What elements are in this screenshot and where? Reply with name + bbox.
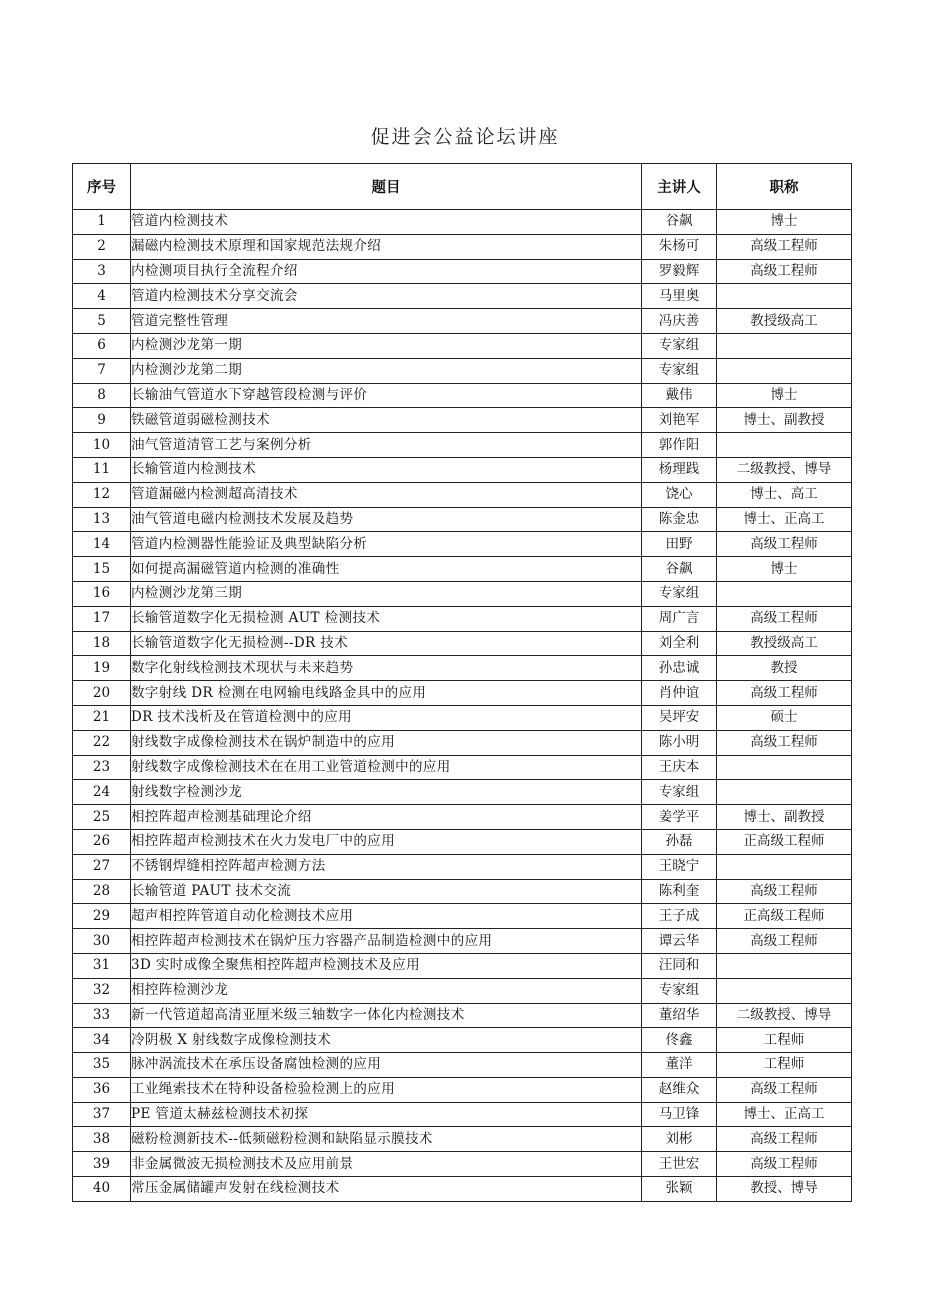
table-row [73, 234, 852, 259]
cell-rank: 博士、正高工 [717, 507, 852, 532]
cell-topic: 常压金属储罐声发射在线检测技术 [131, 1177, 642, 1202]
cell-rank: 二级教授、博导 [717, 1003, 852, 1028]
table-row [73, 829, 852, 854]
cell-no: 11 [73, 457, 131, 482]
table-row [73, 259, 852, 284]
cell-speaker: 董绍华 [642, 1003, 717, 1028]
table-row [73, 681, 852, 706]
table-row [73, 606, 852, 631]
cell-rank: 硕士 [717, 705, 852, 730]
cell-topic: 长输管道数字化无损检测 AUT 检测技术 [131, 606, 642, 631]
cell-no: 30 [73, 929, 131, 954]
cell-topic: 漏磁内检测技术原理和国家规范法规介绍 [131, 234, 642, 259]
cell-rank [717, 581, 852, 606]
cell-speaker: 王子成 [642, 904, 717, 929]
cell-no: 14 [73, 532, 131, 557]
cell-no: 8 [73, 383, 131, 408]
cell-speaker: 赵维众 [642, 1077, 717, 1102]
cell-speaker: 董洋 [642, 1053, 717, 1078]
table-row [73, 581, 852, 606]
cell-no: 36 [73, 1077, 131, 1102]
cell-no: 21 [73, 705, 131, 730]
cell-speaker: 陈小明 [642, 730, 717, 755]
cell-rank: 博士 [717, 383, 852, 408]
cell-topic: 超声相控阵管道自动化检测技术应用 [131, 904, 642, 929]
table-row [73, 1127, 852, 1152]
cell-topic: 非金属微波无损检测技术及应用前景 [131, 1152, 642, 1177]
cell-topic: 数字化射线检测技术现状与未来趋势 [131, 656, 642, 681]
cell-speaker: 谷飙 [642, 557, 717, 582]
cell-speaker: 专家组 [642, 780, 717, 805]
cell-speaker: 刘艳军 [642, 408, 717, 433]
cell-speaker: 马卫锋 [642, 1102, 717, 1127]
cell-no: 40 [73, 1177, 131, 1202]
cell-no: 9 [73, 408, 131, 433]
cell-topic: 管道内检测器性能验证及典型缺陷分析 [131, 532, 642, 557]
cell-speaker: 专家组 [642, 358, 717, 383]
table-body [73, 210, 852, 1202]
table-row [73, 1102, 852, 1127]
cell-rank [717, 433, 852, 458]
table-row [73, 953, 852, 978]
cell-rank: 高级工程师 [717, 606, 852, 631]
table-row [73, 557, 852, 582]
cell-rank: 高级工程师 [717, 730, 852, 755]
cell-no: 22 [73, 730, 131, 755]
cell-rank [717, 333, 852, 358]
cell-speaker: 姜学平 [642, 805, 717, 830]
cell-rank: 高级工程师 [717, 879, 852, 904]
cell-rank: 博士、副教授 [717, 805, 852, 830]
cell-speaker: 杨理践 [642, 457, 717, 482]
cell-no: 19 [73, 656, 131, 681]
cell-speaker: 陈利奎 [642, 879, 717, 904]
cell-speaker: 饶心 [642, 482, 717, 507]
table-row [73, 1053, 852, 1078]
cell-topic: 长输管道 PAUT 技术交流 [131, 879, 642, 904]
cell-topic: 磁粉检测新技术--低频磁粉检测和缺陷显示膜技术 [131, 1127, 642, 1152]
cell-no: 39 [73, 1152, 131, 1177]
cell-rank: 正高级工程师 [717, 904, 852, 929]
column-header-speaker: 主讲人 [642, 164, 717, 210]
table-row [73, 333, 852, 358]
cell-rank [717, 358, 852, 383]
cell-speaker: 王庆本 [642, 755, 717, 780]
cell-rank [717, 854, 852, 879]
table-row [73, 284, 852, 309]
cell-rank: 博士 [717, 557, 852, 582]
cell-speaker: 谭云华 [642, 929, 717, 954]
cell-topic: 铁磁管道弱磁检测技术 [131, 408, 642, 433]
cell-topic: 射线数字检测沙龙 [131, 780, 642, 805]
table-row [73, 1003, 852, 1028]
table-row [73, 358, 852, 383]
cell-rank [717, 978, 852, 1003]
cell-speaker: 专家组 [642, 333, 717, 358]
table-row [73, 780, 852, 805]
cell-no: 18 [73, 631, 131, 656]
cell-rank: 二级教授、博导 [717, 457, 852, 482]
table-row [73, 805, 852, 830]
cell-no: 34 [73, 1028, 131, 1053]
cell-topic: 管道完整性管理 [131, 309, 642, 334]
cell-rank [717, 780, 852, 805]
table-row [73, 705, 852, 730]
cell-topic: 新一代管道超高清亚厘米级三轴数字一体化内检测技术 [131, 1003, 642, 1028]
cell-topic: 工业绳索技术在特种设备检验检测上的应用 [131, 1077, 642, 1102]
cell-topic: PE 管道太赫兹检测技术初探 [131, 1102, 642, 1127]
cell-speaker: 田野 [642, 532, 717, 557]
table-row [73, 532, 852, 557]
cell-no: 16 [73, 581, 131, 606]
cell-topic: 内检测项目执行全流程介绍 [131, 259, 642, 284]
cell-topic: 射线数字成像检测技术在锅炉制造中的应用 [131, 730, 642, 755]
cell-rank: 高级工程师 [717, 1127, 852, 1152]
cell-rank: 工程师 [717, 1053, 852, 1078]
cell-no: 4 [73, 284, 131, 309]
cell-topic: 数字射线 DR 检测在电网输电线路金具中的应用 [131, 681, 642, 706]
cell-speaker: 孙忠诚 [642, 656, 717, 681]
cell-rank: 博士、副教授 [717, 408, 852, 433]
cell-no: 25 [73, 805, 131, 830]
table-row [73, 383, 852, 408]
cell-no: 23 [73, 755, 131, 780]
cell-speaker: 专家组 [642, 978, 717, 1003]
cell-topic: 油气管道电磁内检测技术发展及趋势 [131, 507, 642, 532]
cell-no: 27 [73, 854, 131, 879]
cell-speaker: 戴伟 [642, 383, 717, 408]
cell-speaker: 朱杨可 [642, 234, 717, 259]
table-header-row [73, 164, 852, 210]
cell-topic: 相控阵检测沙龙 [131, 978, 642, 1003]
cell-rank: 博士、正高工 [717, 1102, 852, 1127]
table-row [73, 904, 852, 929]
cell-speaker: 汪同和 [642, 953, 717, 978]
table-row [73, 631, 852, 656]
table-row [73, 978, 852, 1003]
table-row [73, 879, 852, 904]
cell-speaker: 刘全利 [642, 631, 717, 656]
table-row [73, 507, 852, 532]
cell-topic: 相控阵超声检测技术在火力发电厂中的应用 [131, 829, 642, 854]
cell-speaker: 陈金忠 [642, 507, 717, 532]
cell-speaker: 吴坪安 [642, 705, 717, 730]
cell-no: 26 [73, 829, 131, 854]
table-row [73, 309, 852, 334]
cell-no: 31 [73, 953, 131, 978]
cell-speaker: 冯庆善 [642, 309, 717, 334]
table-row [73, 1177, 852, 1202]
table-row [73, 755, 852, 780]
cell-topic: 长输管道数字化无损检测--DR 技术 [131, 631, 642, 656]
cell-no: 15 [73, 557, 131, 582]
cell-no: 29 [73, 904, 131, 929]
table-row [73, 929, 852, 954]
cell-speaker: 罗毅辉 [642, 259, 717, 284]
cell-topic: 内检测沙龙第二期 [131, 358, 642, 383]
cell-no: 3 [73, 259, 131, 284]
cell-rank: 高级工程师 [717, 1077, 852, 1102]
cell-no: 35 [73, 1053, 131, 1078]
cell-no: 5 [73, 309, 131, 334]
cell-speaker: 马里奥 [642, 284, 717, 309]
cell-speaker: 张颖 [642, 1177, 717, 1202]
cell-topic: 3D 实时成像全聚焦相控阵超声检测技术及应用 [131, 953, 642, 978]
cell-no: 33 [73, 1003, 131, 1028]
cell-rank: 高级工程师 [717, 929, 852, 954]
cell-no: 32 [73, 978, 131, 1003]
cell-speaker: 周广言 [642, 606, 717, 631]
cell-rank: 高级工程师 [717, 234, 852, 259]
cell-no: 28 [73, 879, 131, 904]
cell-rank: 博士 [717, 210, 852, 235]
cell-speaker: 王世宏 [642, 1152, 717, 1177]
cell-speaker: 谷飙 [642, 210, 717, 235]
cell-topic: DR 技术浅析及在管道检测中的应用 [131, 705, 642, 730]
table-row [73, 1028, 852, 1053]
cell-rank: 教授级高工 [717, 631, 852, 656]
column-header-rank: 职称 [717, 164, 852, 210]
cell-topic: 长输油气管道水下穿越管段检测与评价 [131, 383, 642, 408]
cell-topic: 管道内检测技术分享交流会 [131, 284, 642, 309]
table-row [73, 854, 852, 879]
cell-no: 13 [73, 507, 131, 532]
cell-rank [717, 284, 852, 309]
cell-topic: 冷阴极 X 射线数字成像检测技术 [131, 1028, 642, 1053]
cell-topic: 管道漏磁内检测超高清技术 [131, 482, 642, 507]
lecture-table [72, 163, 852, 1202]
table-row [73, 408, 852, 433]
cell-rank: 教授级高工 [717, 309, 852, 334]
cell-topic: 相控阵超声检测基础理论介绍 [131, 805, 642, 830]
cell-rank: 高级工程师 [717, 681, 852, 706]
cell-rank [717, 953, 852, 978]
cell-no: 17 [73, 606, 131, 631]
cell-no: 7 [73, 358, 131, 383]
cell-no: 20 [73, 681, 131, 706]
cell-topic: 长输管道内检测技术 [131, 457, 642, 482]
cell-rank: 正高级工程师 [717, 829, 852, 854]
cell-no: 2 [73, 234, 131, 259]
table-row [73, 1077, 852, 1102]
column-header-no: 序号 [73, 164, 131, 210]
cell-speaker: 专家组 [642, 581, 717, 606]
cell-no: 10 [73, 433, 131, 458]
cell-rank: 教授 [717, 656, 852, 681]
cell-no: 6 [73, 333, 131, 358]
table-row [73, 656, 852, 681]
table-row [73, 482, 852, 507]
cell-speaker: 郭作阳 [642, 433, 717, 458]
cell-no: 24 [73, 780, 131, 805]
cell-no: 12 [73, 482, 131, 507]
cell-speaker: 孙磊 [642, 829, 717, 854]
table-row [73, 1152, 852, 1177]
table-row [73, 730, 852, 755]
cell-topic: 管道内检测技术 [131, 210, 642, 235]
column-header-topic: 题目 [131, 164, 642, 210]
cell-topic: 脉冲涡流技术在承压设备腐蚀检测的应用 [131, 1053, 642, 1078]
cell-speaker: 王晓宁 [642, 854, 717, 879]
cell-no: 38 [73, 1127, 131, 1152]
cell-topic: 如何提高漏磁管道内检测的准确性 [131, 557, 642, 582]
page-title: 促进会公益论坛讲座 [370, 126, 560, 148]
cell-topic: 内检测沙龙第三期 [131, 581, 642, 606]
cell-rank: 高级工程师 [717, 1152, 852, 1177]
cell-rank: 教授、博导 [717, 1177, 852, 1202]
cell-no: 1 [73, 210, 131, 235]
cell-topic: 内检测沙龙第一期 [131, 333, 642, 358]
cell-topic: 油气管道清管工艺与案例分析 [131, 433, 642, 458]
cell-rank: 高级工程师 [717, 259, 852, 284]
cell-topic: 射线数字成像检测技术在在用工业管道检测中的应用 [131, 755, 642, 780]
table-row [73, 210, 852, 235]
cell-speaker: 肖仲谊 [642, 681, 717, 706]
cell-rank [717, 755, 852, 780]
cell-speaker: 佟鑫 [642, 1028, 717, 1053]
cell-rank: 工程师 [717, 1028, 852, 1053]
cell-no: 37 [73, 1102, 131, 1127]
cell-speaker: 刘彬 [642, 1127, 717, 1152]
table-row [73, 433, 852, 458]
cell-topic: 相控阵超声检测技术在锅炉压力容器产品制造检测中的应用 [131, 929, 642, 954]
cell-rank: 高级工程师 [717, 532, 852, 557]
cell-topic: 不锈钢焊缝相控阵超声检测方法 [131, 854, 642, 879]
table-row [73, 457, 852, 482]
cell-rank: 博士、高工 [717, 482, 852, 507]
